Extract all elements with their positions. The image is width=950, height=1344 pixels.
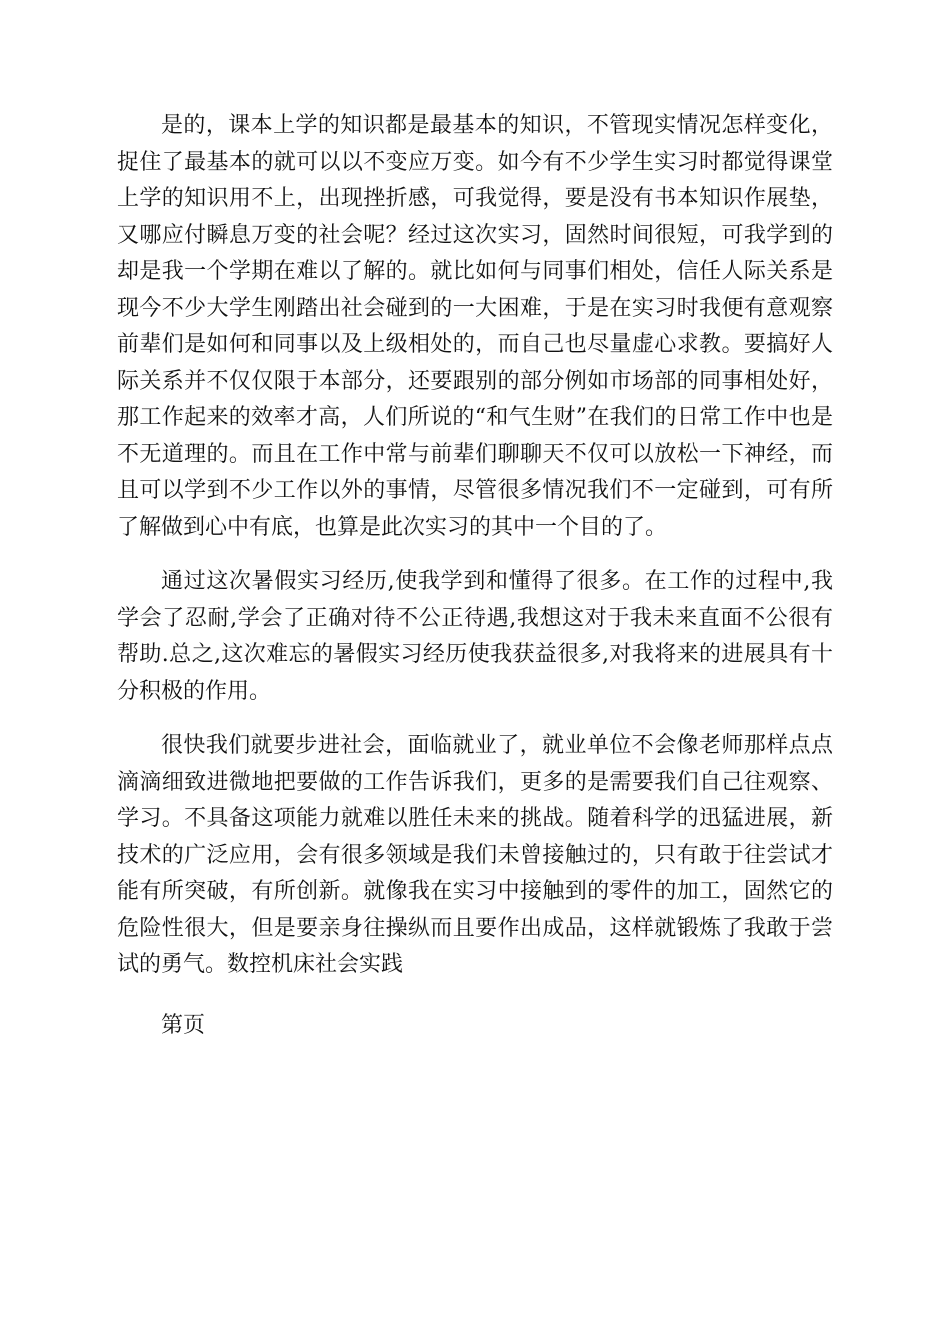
paragraph-1: 是的，课本上学的知识都是最基本的知识，不管现实情况怎样变化，捉住了最基本的就可以以不变应万变。如今有不少学生实习时都觉得课堂上学的知识用不上，出现挫折感，可我觉得，要是没有书本知识作展垫，又哪应付瞬息万变的社会呢？经过这次实习，固然时间很短，可我学到的却是我一个学期在难以了解的。就比如何与同事们相处，信任人际关系是现今不少大学生刚踏出社会碰到的一大困难，于是在实习时我便有意观察前辈们是如何和同事以及上级相处的，而自己也尽量虚心求教。要搞好人际关系并不仅仅限于本部分，还要跟别的部分例如市场部的同事相处好，那工作起来的效率才高，人们所说的“和气生财”在我们的日常工作中也是不无道理的。而且在工作中常与前辈们聊聊天不仅可以放松一下神经，而且可以学到不少工作以外的事情，尽管很多情况我们不一定碰到，可有所了解做到心中有底，也算是此次实习的其中一个目的了。 [117,113,833,540]
paragraph-2: 通过这次暑假实习经历,使我学到和懂得了很多。在工作的过程中,我学会了忍耐,学会了正确对待不公正待遇,我想这对于我未来直面不公很有帮助.总之,这次难忘的暑假实习经历使我获益很多,对我将来的进展具有十分积极的作用。 [117,569,833,704]
paragraph-3: 很快我们就要步进社会，面临就业了，就业单位不会像老师那样点点滴滴细致进微地把要做的工作告诉我们，更多的是需要我们自己往观察、学习。不具备这项能力就难以胜任未来的挑战。随着科学的迅猛进展，新技术的广泛应用，会有很多领域是我们未曾接触过的，只有敢于往尝试才能有所突破，有所创新。就像我在实习中接触到的零件的加工，固然它的危险性很大，但是要亲身往操纵而且要作出成品，这样就锻炼了我敢于尝试的勇气。数控机床社会实践 [117,733,833,977]
page-label: 第页 [161,1012,206,1038]
document-body [117,108,833,1062]
